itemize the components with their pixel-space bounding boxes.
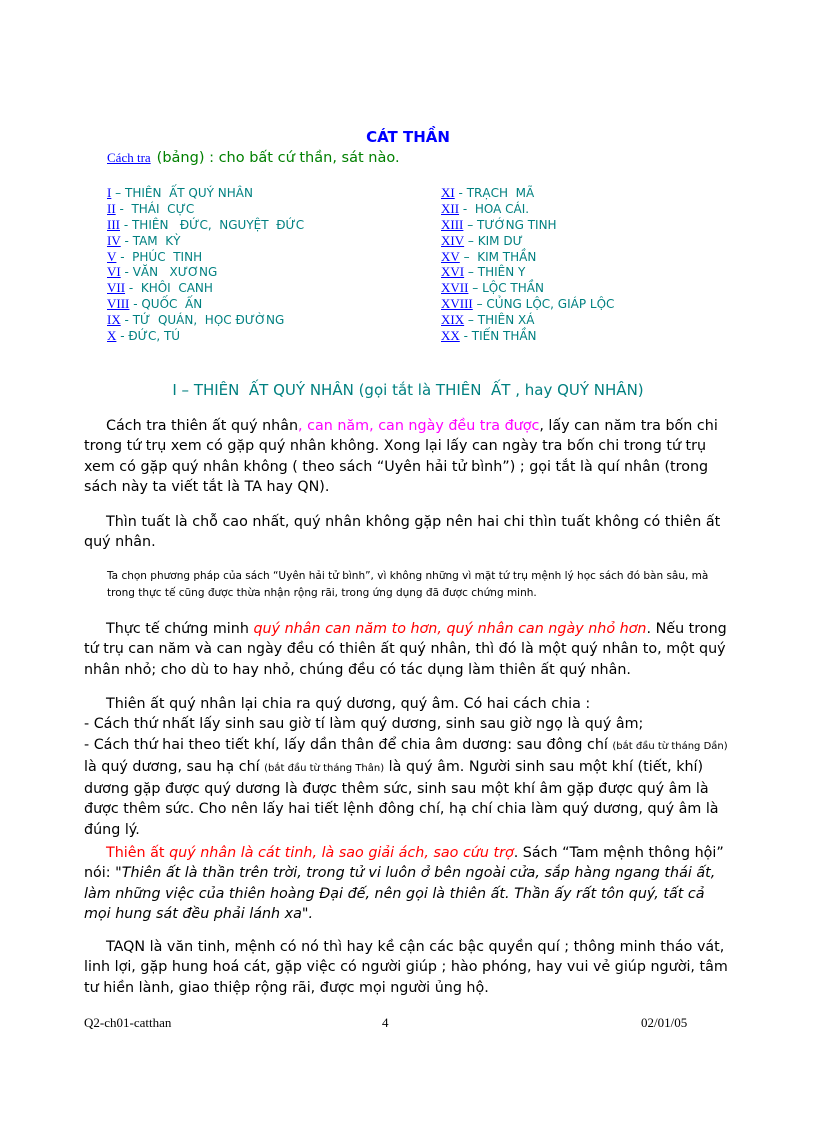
toc-link[interactable]: XIV bbox=[441, 232, 465, 248]
page-title: CÁT THẦN bbox=[366, 128, 450, 146]
toc-link[interactable]: XII bbox=[441, 200, 460, 216]
toc-left-column bbox=[107, 185, 304, 344]
toc-item: XIV – KIM DƯ bbox=[441, 232, 523, 248]
toc-item: II - THÁI CỰC bbox=[107, 200, 195, 216]
toc-link[interactable]: IX bbox=[107, 312, 121, 328]
paragraph-division: Thiên ất quý nhân lại chia ra quý dương, quý âm. Có hai cách chia : - Cách thứ nhất lấy sinh sau giờ tí làm quý dương, sinh sau giờ ngọ là quý âm; - Cách thứ hai theo tiết khí, lấy dần thân để chia âm dương: sau đông chí (bắt đầu từ tháng Dần) là quý dương, sau hạ chí (bắt đầu từ tháng Thân) là quý âm. Người sinh sau một khí (tiết, khí) dương gặp được quý dương là được thêm sức, sinh sau một khí âm gặp được quý âm là được thêm sức. Cho nên lấy hai tiết lệnh đông chí, hạ chí chia làm quý dương, quý âm là đúng lý. bbox=[84, 696, 728, 838]
section-heading: I – THIÊN ẤT QUÝ NHÂN (gọi tắt là THIÊN ẤT , hay QUÝ NHÂN) bbox=[172, 381, 644, 399]
toc-link[interactable]: III bbox=[107, 216, 120, 232]
toc-item: X - ĐỨC, TÚ bbox=[107, 328, 181, 344]
toc-item: XIX – THIÊN XÁ bbox=[441, 312, 535, 328]
toc-link[interactable]: XVI bbox=[441, 264, 465, 280]
toc-link[interactable]: VIII bbox=[107, 296, 130, 312]
toc-link[interactable]: II bbox=[107, 200, 116, 216]
toc-label: ĐỨC, TÚ bbox=[128, 329, 181, 344]
toc-item: XVI – THIÊN Y bbox=[441, 264, 526, 280]
toc-item: VII - KHÔI CANH bbox=[107, 280, 213, 296]
toc-label: THIÊN ẤT QUÝ NHÂN bbox=[124, 186, 253, 200]
toc-link[interactable]: XIII bbox=[441, 216, 464, 232]
toc-label: LỘC THẦN bbox=[482, 281, 544, 296]
paragraph-taqn: TAQN là văn tinh, mệnh có nó thì hay kề cận các bậc quyền quí ; thông minh tháo vát, linh lợi, gặp hung hoá cát, gặp việc có người giúp ; hào phóng, hay vui vẻ giúp người, tâm tư hiền lành, giao thiệp rộng rãi, được mọi người ủng hộ. bbox=[84, 939, 728, 996]
lookup-text: (bảng) : cho bất cứ thần, sát nào. bbox=[156, 150, 400, 166]
toc-item: XI - TRẠCH MÃ bbox=[441, 185, 535, 200]
paragraph-thin-tuat: Thìn tuất là chỗ cao nhất, quý nhân không gặp nên hai chi thìn tuất không có thiên ất quý nhân. bbox=[84, 514, 721, 551]
toc-item: XIII – TƯỚNG TINH bbox=[441, 216, 557, 232]
toc-item: VI - VĂN XƯƠNG bbox=[107, 264, 218, 280]
toc-link[interactable]: X bbox=[107, 328, 117, 344]
toc-label: KIM DƯ bbox=[477, 233, 523, 248]
toc-link[interactable]: XI bbox=[441, 185, 455, 200]
toc-item: XVII – LỘC THẦN bbox=[441, 280, 544, 296]
toc-link[interactable]: V bbox=[107, 248, 117, 264]
toc-label: TƯỚNG TINH bbox=[477, 217, 557, 232]
paragraph-practice: Thực tế chứng minh quý nhân can năm to hơn, quý nhân can ngày nhỏ hơn. Nếu trong tứ trụ can năm và can ngày đều có thiên ất quý nhân, thì đó là một quý nhân to, một quý nhân nhỏ; cho dù to hay nhỏ, chúng đều có tác dụng làm thiên ất quý nhân. bbox=[84, 621, 727, 678]
toc-label: VĂN XƯƠNG bbox=[132, 265, 218, 280]
toc-label: TỨ QUÁN, HỌC ĐƯỜNG bbox=[132, 313, 285, 328]
footer-filename: Q2-ch01-catthan bbox=[84, 1015, 172, 1030]
toc-item: III - THIÊN ĐỨC, NGUYỆT ĐỨC bbox=[107, 216, 305, 232]
lookup-link[interactable]: Cách tra bbox=[107, 150, 151, 165]
toc-right-column bbox=[441, 185, 614, 344]
toc-item: IX - TỨ QUÁN, HỌC ĐƯỜNG bbox=[107, 312, 285, 328]
note-method: Ta chọn phương pháp của sách “Uyên hải tử bình”, vì không những vì mặt tứ trụ mệnh lý học sách đó bàn sâu, mà trong thực tế cũng được thừa nhận rộng rãi, trong ứng dụng đã được chứng minh. bbox=[107, 570, 709, 599]
toc-item: V - PHÚC TINH bbox=[107, 248, 203, 264]
toc-item: I – THIÊN ẤT QUÝ NHÂN bbox=[107, 185, 253, 200]
toc-link[interactable]: XX bbox=[441, 328, 460, 344]
toc-label: HOA CÁI. bbox=[474, 201, 530, 216]
toc-link[interactable]: XVII bbox=[441, 280, 469, 296]
toc-label: KHÔI CANH bbox=[140, 281, 213, 296]
toc-label: TRẠCH MÃ bbox=[466, 186, 535, 200]
toc-label: THIÊN XÁ bbox=[477, 313, 535, 328]
toc-link[interactable]: I bbox=[107, 185, 112, 200]
toc-link[interactable]: VII bbox=[107, 280, 126, 296]
toc-label: THIÊN ĐỨC, NGUYỆT ĐỨC bbox=[131, 217, 305, 232]
toc-label: THÁI CỰC bbox=[131, 201, 195, 216]
toc-item: XX - TIẾN THẦN bbox=[441, 328, 537, 344]
toc-link[interactable]: XV bbox=[441, 248, 460, 264]
toc-item: IV - TAM KỲ bbox=[107, 232, 181, 248]
toc-label: TIẾN THẦN bbox=[471, 329, 537, 344]
toc-label: TAM KỲ bbox=[132, 233, 181, 248]
toc-label: THIÊN Y bbox=[477, 265, 526, 280]
toc-link[interactable]: VI bbox=[107, 264, 121, 280]
paragraph-how-to-look-up: Cách tra thiên ất quý nhân, can năm, can ngày đều tra được, lấy can năm tra bốn chi trong tứ trụ xem có gặp quý nhân không. Xong lại lấy can ngày tra bốn chi trong tứ trụ xem có gặp quý nhân không ( theo sách “Uyên hải tử bình”) ; gọi tắt là quí nhân (trong sách này ta viết tắt là TA hay QN). bbox=[84, 418, 718, 495]
footer-date: 02/01/05 bbox=[641, 1015, 688, 1030]
toc-label: PHÚC TINH bbox=[132, 249, 203, 264]
toc-link[interactable]: XVIII bbox=[441, 296, 473, 312]
toc-item: XVIII – CỦNG LỘC, GIÁP LỘC bbox=[441, 296, 615, 312]
paragraph-cat-tinh: Thiên ất quý nhân là cát tinh, là sao giải ách, sao cứu trợ. Sách “Tam mệnh thông hội” nói: "Thiên ất là thần trên trời, trong tử vi luôn ở bên ngoài cửa, sắp hàng ngang thái ất, làm những việc của thiên hoàng Đại đế, nên gọi là thiên ất. Thần ấy rất tôn quý, tất cả mọi hung sát đều phải lánh xa". bbox=[84, 845, 724, 922]
toc-label: QUỐC ẤN bbox=[141, 297, 203, 312]
toc-link[interactable]: IV bbox=[107, 232, 121, 248]
toc-label: CỦNG LỘC, GIÁP LỘC bbox=[486, 297, 615, 312]
toc-label: KIM THẦN bbox=[477, 249, 537, 264]
toc-item: VIII - QUỐC ẤN bbox=[107, 296, 203, 312]
lookup-line bbox=[107, 149, 400, 167]
toc-item: XII - HOA CÁI. bbox=[441, 200, 530, 216]
footer-page-number: 4 bbox=[382, 1015, 389, 1030]
toc-item: XV – KIM THẦN bbox=[441, 248, 537, 264]
toc-link[interactable]: XIX bbox=[441, 312, 465, 328]
